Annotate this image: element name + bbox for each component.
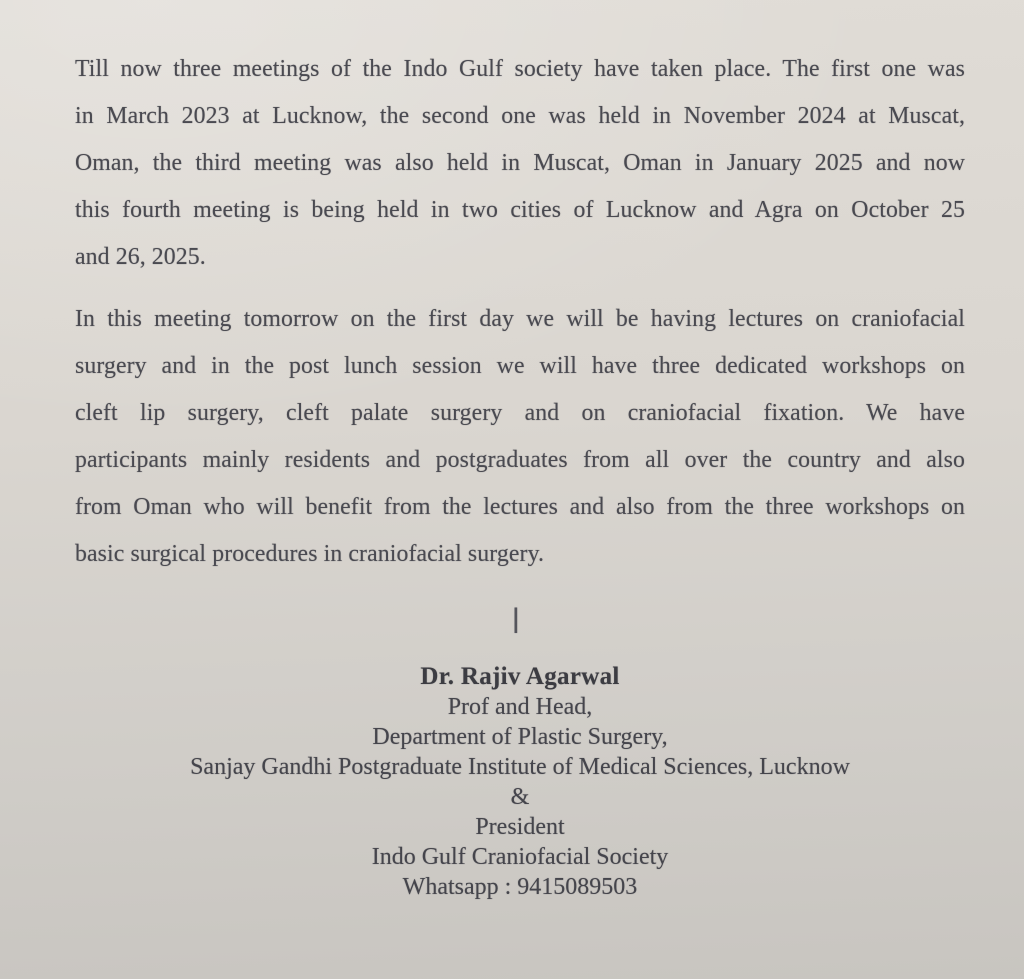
paragraph-meetings-history [75, 46, 965, 281]
text-line: Till now three meetings of the Indo Gulf society have taken place. The first one was [75, 56, 965, 82]
text-line: and 26, 2025. [75, 244, 206, 270]
text-line: surgery and in the post lunch session we will have three dedicated workshops on [75, 353, 965, 379]
text-line: cleft lip surgery, cleft palate surgery and on craniofacial fixation. We have [75, 400, 965, 426]
signature-block [75, 662, 965, 902]
signature-ampersand: & [510, 784, 530, 810]
text-line: from Oman who will benefit from the lectures and also from the three workshops on [75, 494, 965, 520]
letter-body [75, 46, 965, 902]
signatory-role: President [475, 814, 565, 840]
text-line: this fourth meeting is being held in two cities of Lucknow and Agra on October 25 [75, 197, 965, 223]
text-line: participants mainly residents and postgraduates from all over the country and also [75, 447, 965, 473]
cursor-mark-row [75, 604, 965, 632]
text-line: Oman, the third meeting was also held in Muscat, Oman in January 2025 and now [75, 150, 965, 176]
paragraph-meeting-program [75, 296, 965, 578]
signatory-society: Indo Gulf Craniofacial Society [371, 844, 669, 870]
signatory-institute: Sanjay Gandhi Postgraduate Institute of Medical Sciences, Lucknow [190, 754, 850, 780]
signatory-title: Prof and Head, [447, 694, 593, 720]
text-line: in March 2023 at Lucknow, the second one was held in November 2024 at Muscat, [75, 103, 965, 129]
signatory-whatsapp: Whatsapp : 9415089503 [402, 874, 638, 900]
text-line: In this meeting tomorrow on the first day we will be having lectures on craniofacial [75, 306, 965, 332]
stray-cursor-mark: | [512, 603, 519, 633]
signatory-name: Dr. Rajiv Agarwal [420, 663, 620, 690]
signatory-department: Department of Plastic Surgery, [372, 724, 668, 750]
text-line: basic surgical procedures in craniofacial surgery. [75, 541, 545, 567]
